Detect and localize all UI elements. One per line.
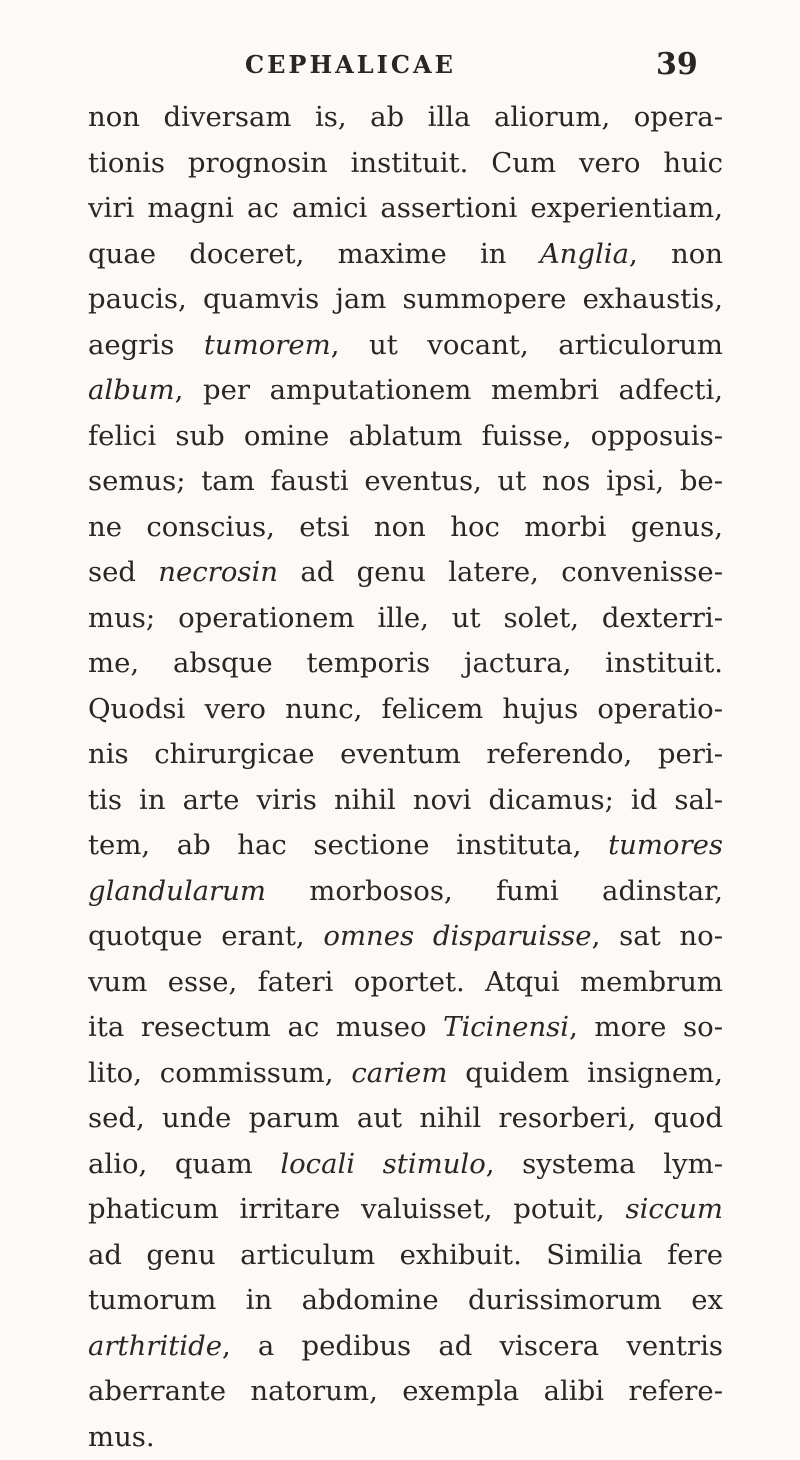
text-line bbox=[88, 1051, 723, 1097]
text-line bbox=[88, 1369, 723, 1415]
italic-text: cariem bbox=[351, 1057, 447, 1089]
text-run: semus; tam fausti eventus, ut nos ipsi, be- bbox=[88, 465, 723, 497]
running-title: CEPHALICAE bbox=[245, 50, 456, 79]
text-line bbox=[88, 596, 723, 642]
text-line bbox=[88, 505, 723, 551]
text-run: tem, ab hac sectione instituta, bbox=[88, 829, 608, 861]
text-line bbox=[88, 141, 723, 187]
text-run: felici sub omine ablatum fuisse, opposuis- bbox=[88, 420, 723, 452]
text-line bbox=[88, 1415, 723, 1460]
text-run: , systema lym- bbox=[486, 1148, 723, 1180]
text-run: me, absque temporis jactura, instituit. bbox=[88, 647, 723, 679]
italic-text: locali stimulo bbox=[280, 1148, 485, 1180]
text-line bbox=[88, 914, 723, 960]
text-run: viri magni ac amici assertioni experientiam, bbox=[88, 192, 723, 224]
text-run: vum esse, fateri oportet. Atqui membrum bbox=[88, 966, 723, 998]
italic-text: album bbox=[88, 374, 175, 406]
text-line bbox=[88, 687, 723, 733]
text-run: ne conscius, etsi non hoc morbi genus, bbox=[88, 511, 723, 543]
text-run: alio, quam bbox=[88, 1148, 280, 1180]
text-line bbox=[88, 641, 723, 687]
text-run: paucis, quamvis jam summopere exhaustis, bbox=[88, 283, 723, 315]
text-line bbox=[88, 1324, 723, 1370]
text-run: , more so- bbox=[569, 1011, 723, 1043]
italic-text: Anglia bbox=[540, 238, 629, 270]
text-line bbox=[88, 414, 723, 460]
text-line bbox=[88, 823, 723, 869]
text-run: sed, unde parum aut nihil resorberi, quod bbox=[88, 1102, 723, 1134]
italic-text: glandularum bbox=[88, 875, 266, 907]
text-line bbox=[88, 95, 723, 141]
text-run: tumorum in abdomine durissimorum ex bbox=[88, 1284, 723, 1316]
text-run: phaticum irritare valuisset, potuit, bbox=[88, 1193, 626, 1225]
text-run: sed bbox=[88, 556, 158, 588]
text-run: , per amputationem membri adfecti, bbox=[175, 374, 723, 406]
text-run: ita resectum ac museo bbox=[88, 1011, 443, 1043]
text-line bbox=[88, 1005, 723, 1051]
text-run: non diversam is, ab illa aliorum, opera- bbox=[88, 101, 723, 133]
text-line bbox=[88, 1142, 723, 1188]
body-paragraph bbox=[88, 95, 723, 1460]
text-run: , ut vocant, articulorum bbox=[331, 329, 723, 361]
page-number: 39 bbox=[656, 47, 698, 82]
text-line bbox=[88, 960, 723, 1006]
text-run: Quodsi vero nunc, felicem hujus operatio- bbox=[88, 693, 723, 725]
text-run: morbosos, fumi adinstar, bbox=[266, 875, 723, 907]
text-line bbox=[88, 232, 723, 278]
text-run: tis in arte viris nihil novi dicamus; id sal- bbox=[88, 784, 723, 816]
text-run: nis chirurgicae eventum referendo, peri- bbox=[88, 738, 723, 770]
text-line bbox=[88, 1278, 723, 1324]
text-run: ad genu articulum exhibuit. Similia fere bbox=[88, 1239, 723, 1271]
text-run: , non bbox=[629, 238, 723, 270]
text-run: quidem insignem, bbox=[447, 1057, 723, 1089]
text-line bbox=[88, 323, 723, 369]
text-run: quotque erant, bbox=[88, 920, 323, 952]
text-line bbox=[88, 277, 723, 323]
text-run: , a pedibus ad viscera ventris bbox=[222, 1330, 723, 1362]
text-line bbox=[88, 368, 723, 414]
text-line bbox=[88, 869, 723, 915]
italic-text: arthritide bbox=[88, 1330, 222, 1362]
text-line bbox=[88, 1096, 723, 1142]
text-run: ad genu latere, convenisse- bbox=[278, 556, 723, 588]
italic-text: Ticinensi bbox=[443, 1011, 569, 1043]
text-line bbox=[88, 186, 723, 232]
text-run: mus; operationem ille, ut solet, dexterri- bbox=[88, 602, 723, 634]
text-line bbox=[88, 1187, 723, 1233]
italic-text: omnes disparuisse bbox=[323, 920, 591, 952]
text-line bbox=[88, 459, 723, 505]
text-line bbox=[88, 732, 723, 778]
text-line bbox=[88, 778, 723, 824]
text-run: aberrante natorum, exempla alibi refere- bbox=[88, 1375, 723, 1407]
running-head bbox=[0, 50, 800, 90]
text-line bbox=[88, 550, 723, 596]
italic-text: necrosin bbox=[158, 556, 278, 588]
text-line bbox=[88, 1233, 723, 1279]
text-run: lito, commissum, bbox=[88, 1057, 351, 1089]
text-run: aegris bbox=[88, 329, 204, 361]
text-run: tionis prognosin instituit. Cum vero huic bbox=[88, 147, 723, 179]
italic-text: tumores bbox=[608, 829, 723, 861]
italic-text: tumorem bbox=[204, 329, 331, 361]
text-run: mus. bbox=[88, 1421, 155, 1453]
italic-text: siccum bbox=[626, 1193, 724, 1225]
text-run: , sat no- bbox=[592, 920, 723, 952]
text-run: quae doceret, maxime in bbox=[88, 238, 540, 270]
